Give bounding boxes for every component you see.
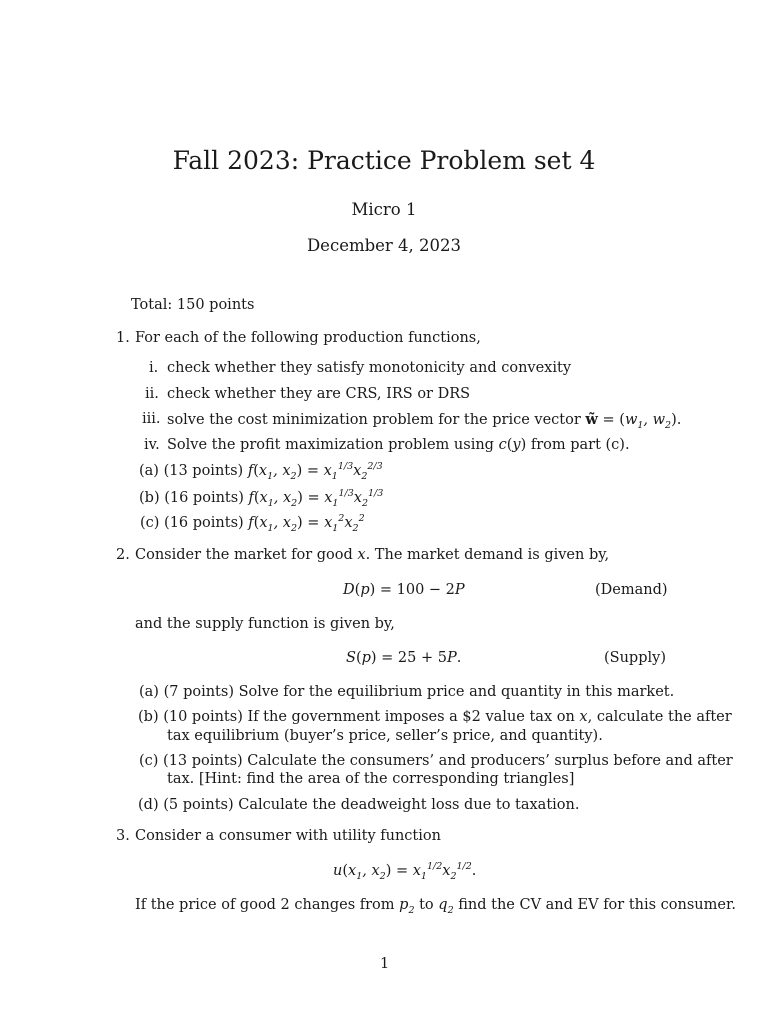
- good-variable: x: [579, 709, 588, 725]
- part-text: Calculate the deadweight loss due to taxation.: [238, 797, 580, 813]
- problem-2-part-a: [139, 684, 674, 700]
- outro-text-end: find the CV and EV for this consumer.: [458, 897, 736, 913]
- part-label: (d): [138, 797, 159, 813]
- supply-equation: S(p) = 25 + 5P.: [346, 650, 462, 666]
- outro-text-to: to: [419, 897, 434, 913]
- part-text: Solve for the equilibrium price and quantity in this market.: [238, 684, 675, 700]
- part-points: (7 points): [163, 684, 234, 700]
- part-points: (13 points): [163, 463, 244, 479]
- part-points: (16 points): [164, 490, 244, 506]
- production-function-b: $f(x_1$, $x_2) = x_1^{1/3}x_2^{1/3}$: [248, 488, 384, 509]
- part-label: (c): [140, 515, 160, 531]
- step-iii-text: solve the cost minimization problem for the price vector: [167, 412, 581, 428]
- part-text-end: , calculate the after: [587, 709, 732, 725]
- part-label: (a): [139, 463, 159, 479]
- part-label: (b): [138, 709, 159, 725]
- part-points: (13 points): [163, 753, 243, 769]
- part-points: (10 points): [163, 709, 243, 725]
- step-iii-line: [167, 411, 682, 431]
- problem-3-number: 3.: [116, 828, 130, 844]
- good-variable: x: [357, 547, 366, 563]
- step-iv-text-end: from part (c).: [530, 437, 630, 453]
- part-points: (16 points): [164, 515, 244, 531]
- part-text: If the government imposes a $2 value tax on: [247, 709, 575, 725]
- production-function-c: $f(x_1$, $x_2) = x_1^2x_2^2$: [248, 513, 365, 534]
- step-i-number: i.: [149, 360, 159, 376]
- problem-2-part-d: [138, 797, 579, 813]
- problem-2-part-b: [138, 709, 732, 725]
- page-number: 1: [380, 956, 390, 972]
- supply-tag: (Supply): [604, 650, 666, 666]
- intro-text-end: . The market demand is given by,: [365, 547, 610, 563]
- demand-tag: (Demand): [595, 582, 668, 598]
- problem-1-part-a: [139, 461, 383, 482]
- cost-function-symbol: c(y): [498, 437, 527, 453]
- step-iii-number: iii.: [142, 411, 161, 427]
- problem-2-middle: and the supply function is given by,: [135, 616, 395, 632]
- total-points: Total: 150 points: [131, 297, 255, 313]
- document-title: Fall 2023: Practice Problem set 4: [172, 146, 596, 175]
- problem-1-number: 1.: [116, 330, 130, 346]
- part-text: Calculate the consumers’ and producers’ surplus before and after: [247, 753, 733, 769]
- problem-2-part-c-line2: tax. [Hint: find the area of the corresponding triangles]: [167, 771, 575, 787]
- step-iv-text: Solve the profit maximization problem using: [167, 437, 494, 453]
- problem-2-part-b-line2: tax equilibrium (buyer’s price, seller’s price, and quantity).: [167, 728, 603, 744]
- outro-text: If the price of good 2 changes from: [135, 897, 395, 913]
- problem-2-intro: [135, 547, 609, 563]
- utility-function: $u(x_1$, $x_2) = x_1^{1/2}x_2^{1/2}$.: [333, 861, 477, 882]
- problem-1-part-b: [139, 488, 384, 509]
- price-vector-formula: w̃ = ($w_1$, $w_2$).: [585, 411, 682, 431]
- problem-3-intro: Consider a consumer with utility function: [135, 828, 441, 844]
- part-points: (5 points): [163, 797, 234, 813]
- step-ii-number: ii.: [145, 386, 159, 402]
- price-q2: $q_2$: [438, 897, 454, 916]
- price-p2: $p_2$: [399, 897, 415, 916]
- step-iv-number: iv.: [144, 437, 160, 453]
- intro-text: Consider the market for good: [135, 547, 353, 563]
- course-name: Micro 1: [351, 200, 417, 219]
- problem-1-intro: For each of the following production functions,: [135, 330, 481, 346]
- problem-1-part-c: [140, 513, 365, 534]
- problem-2-number: 2.: [116, 547, 130, 563]
- step-ii-text: check whether they are CRS, IRS or DRS: [167, 386, 471, 402]
- part-label: (b): [139, 490, 160, 506]
- production-function-a: $f(x_1$, $x_2) = x_1^{1/3}x_2^{2/3}$: [247, 461, 383, 482]
- problem-2-part-c: [139, 753, 733, 769]
- problem-3-outro: [135, 897, 736, 916]
- part-label: (a): [139, 684, 159, 700]
- demand-equation: D(p) = 100 − 2P: [343, 582, 465, 598]
- step-iv-line: [167, 437, 630, 453]
- part-label: (c): [139, 753, 159, 769]
- step-i-text: check whether they satisfy monotonicity and convexity: [167, 360, 572, 376]
- document-date: December 4, 2023: [306, 236, 462, 255]
